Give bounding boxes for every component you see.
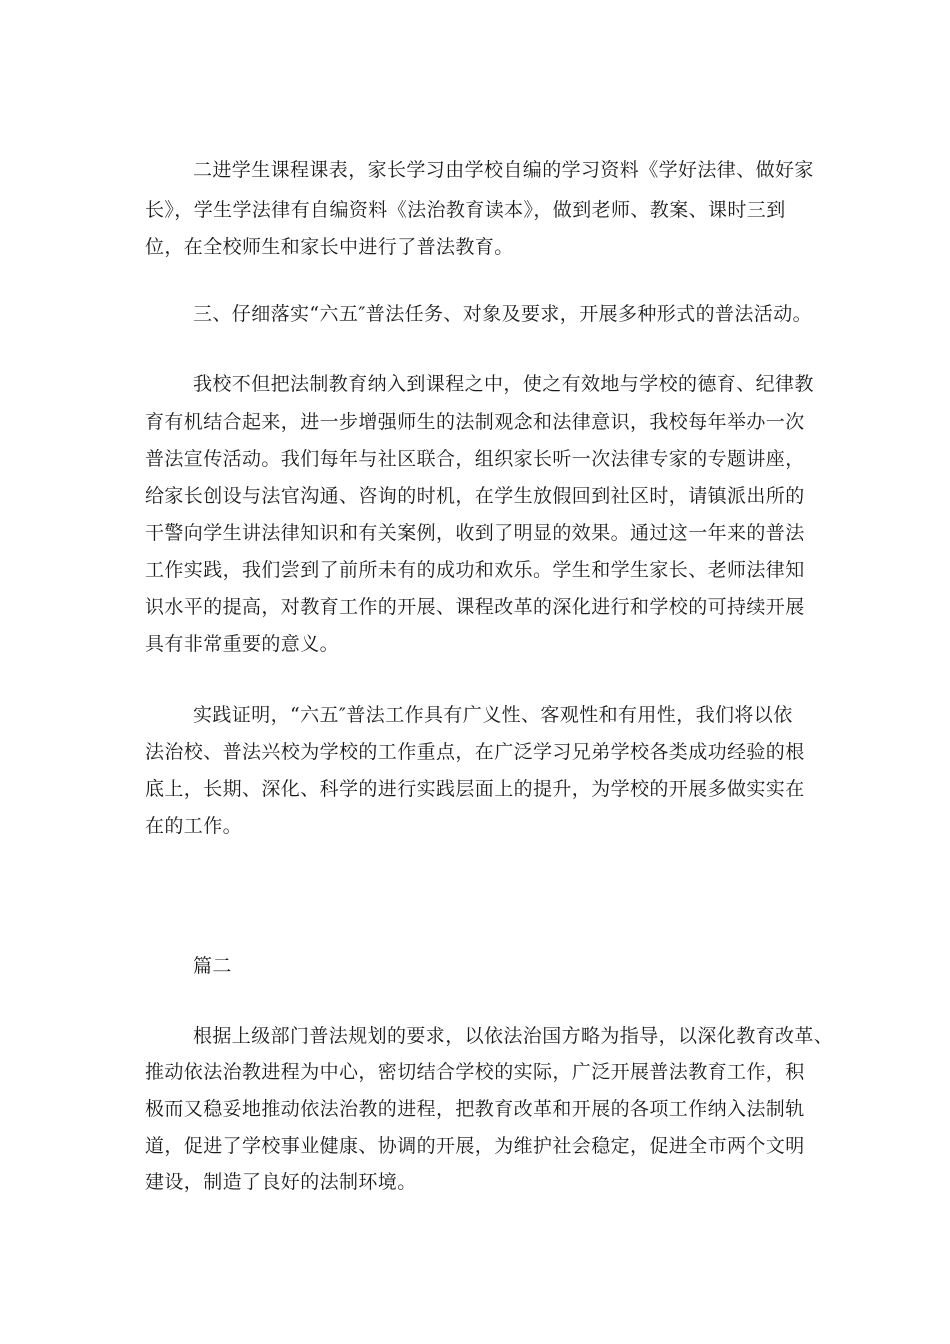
paragraph-line: 实践证明，“六五″普法工作具有广义性、客观性和有用性，我们将以依 bbox=[193, 704, 793, 726]
paragraph-line: 识水平的提高，对教育工作的开展、课程改革的深化进行和学校的可持续开展 bbox=[145, 596, 805, 618]
paragraph-line: 位，在全校师生和家长中进行了普法教育。 bbox=[145, 236, 514, 258]
paragraph-line: 具有非常重要的意义。 bbox=[145, 633, 340, 655]
section-heading: 三、仔细落实“六五″普法任务、对象及要求，开展多种形式的普法活动。 bbox=[193, 303, 813, 325]
paragraph-line: 道，促进了学校事业健康、协调的开展，为维护社会稳定，促进全市两个文明 bbox=[145, 1135, 805, 1157]
paragraph-line: 极而又稳妥地推动依法治教的进程，把教育改革和开展的各项工作纳入法制轨 bbox=[145, 1098, 805, 1120]
paragraph-line: 长》，学生学法律有自编资料《法治教育读本》，做到老师、教案、课时三到 bbox=[145, 199, 786, 221]
paragraph-line: 法治校、普法兴校为学校的工作重点，在广泛学习兄弟学校各类成功经验的根 bbox=[145, 741, 805, 763]
paragraph-line: 工作实践，我们尝到了前所未有的成功和欢乐。学生和学生家长、老师法律知 bbox=[145, 559, 805, 581]
part-heading: 篇二 bbox=[193, 955, 232, 977]
paragraph-line: 建设，制造了良好的法制环境。 bbox=[145, 1171, 417, 1193]
paragraph-line: 底上，长期、深化、科学的进行实践层面上的提升，为学校的开展多做实实在 bbox=[145, 778, 805, 800]
paragraph-line: 育有机结合起来，进一步增强师生的法制观念和法律意识，我校每年举办一次 bbox=[145, 411, 805, 433]
paragraph-line: 干警向学生讲法律知识和有关案例，收到了明显的效果。通过这一年来的普法 bbox=[145, 522, 805, 544]
paragraph-line: 推动依法治教进程为中心，密切结合学校的实际，广泛开展普法教育工作，积 bbox=[145, 1061, 805, 1083]
paragraph-line: 在的工作。 bbox=[145, 815, 243, 837]
paragraph-line: 根据上级部门普法规划的要求，以依法治国方略为指导，以深化教育改革、 bbox=[193, 1025, 834, 1047]
paragraph-line: 普法宣传活动。我们每年与社区联合，组织家长听一次法律专家的专题讲座， bbox=[145, 448, 805, 470]
paragraph-line: 我校不但把法制教育纳入到课程之中，使之有效地与学校的德育、纪律教 bbox=[193, 373, 814, 395]
paragraph-line: 二进学生课程课表，家长学习由学校自编的学习资料《学好法律、做好家 bbox=[193, 159, 814, 181]
paragraph-line: 给家长创设与法官沟通、咨询的时机，在学生放假回到社区时，请镇派出所的 bbox=[145, 485, 805, 507]
